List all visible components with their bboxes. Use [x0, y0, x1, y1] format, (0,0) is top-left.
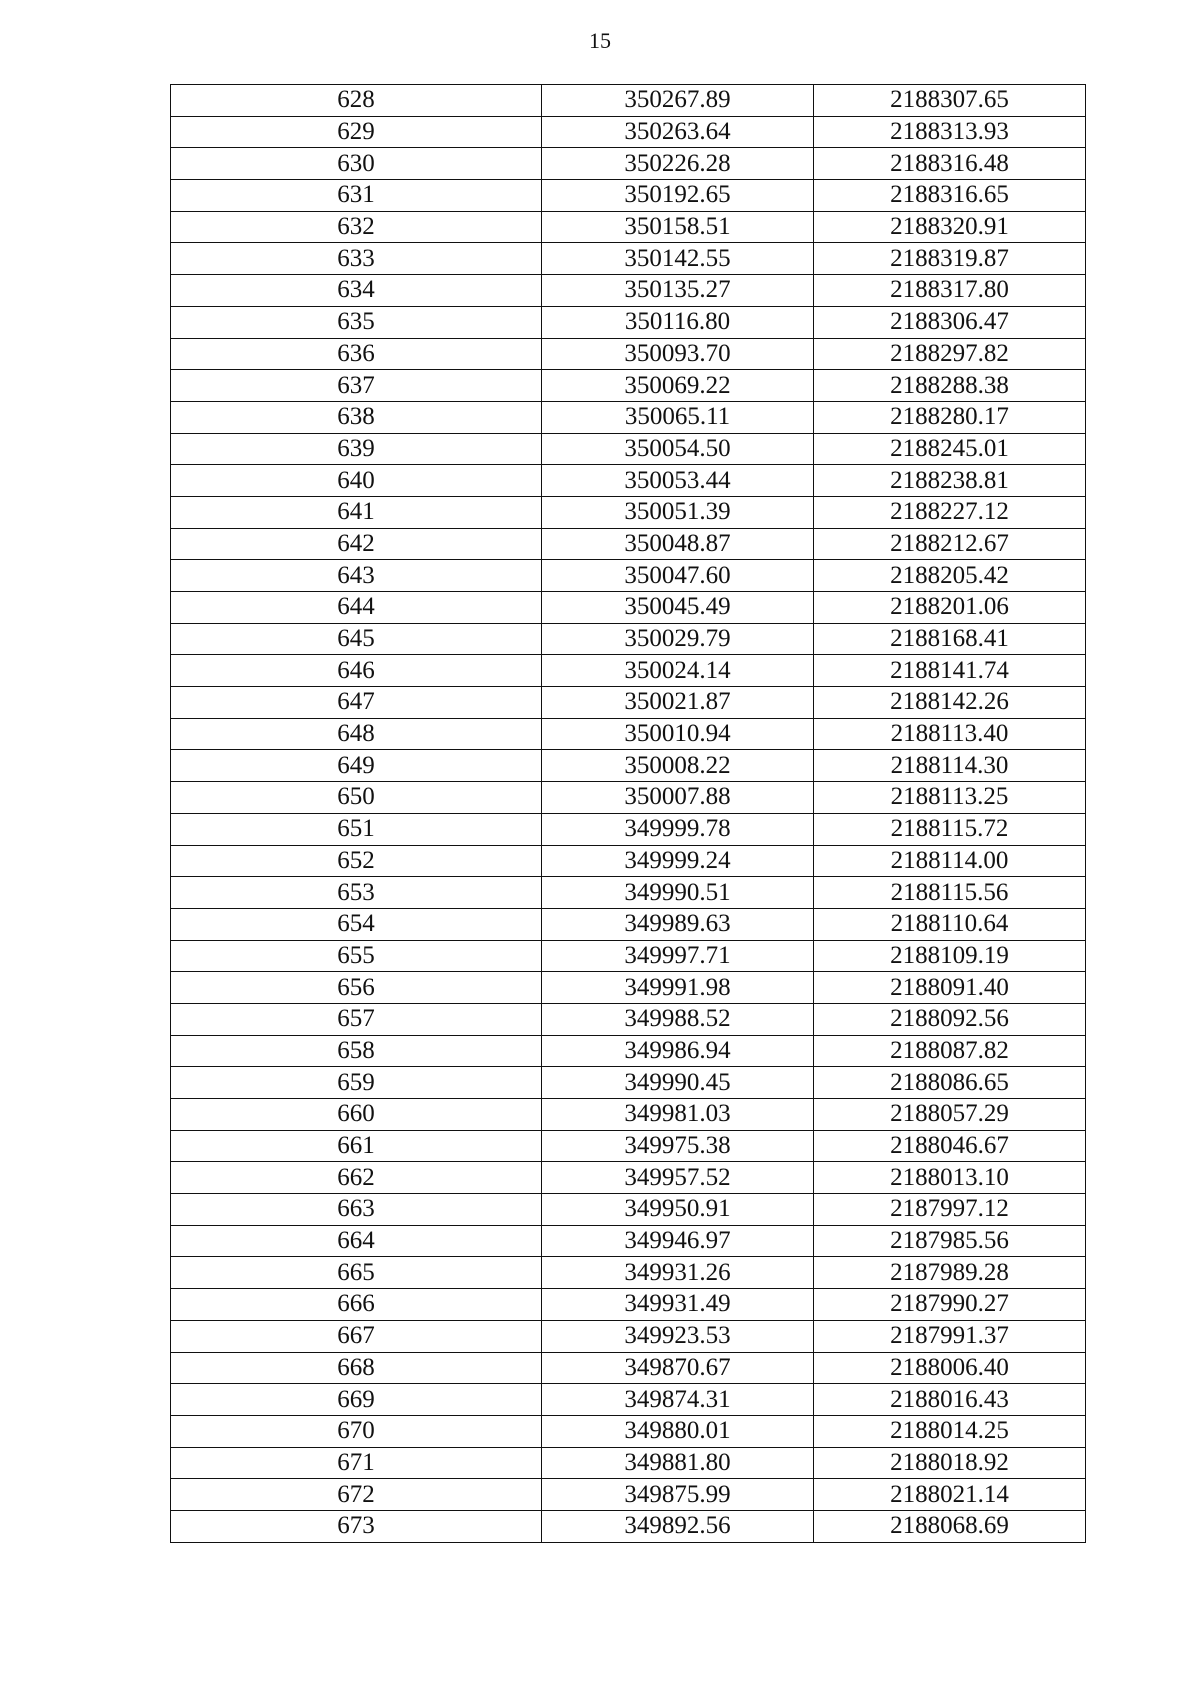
table-row	[171, 1352, 1086, 1384]
table-row	[171, 560, 1086, 592]
y-coordinate-cell: 2187985.56	[814, 1225, 1086, 1257]
x-coordinate-cell: 349975.38	[542, 1130, 814, 1162]
table-row	[171, 243, 1086, 275]
table-row	[171, 687, 1086, 719]
x-coordinate-cell: 349989.63	[542, 908, 814, 940]
x-coordinate-cell: 350048.87	[542, 528, 814, 560]
point-number-cell: 656	[171, 972, 542, 1004]
table-row	[171, 465, 1086, 497]
x-coordinate-cell: 350054.50	[542, 433, 814, 465]
table-row	[171, 655, 1086, 687]
y-coordinate-cell: 2188014.25	[814, 1415, 1086, 1447]
point-number-cell: 630	[171, 148, 542, 180]
y-coordinate-cell: 2188110.64	[814, 908, 1086, 940]
y-coordinate-cell: 2188018.92	[814, 1447, 1086, 1479]
table-row	[171, 1099, 1086, 1131]
y-coordinate-cell: 2188109.19	[814, 940, 1086, 972]
y-coordinate-cell: 2188307.65	[814, 85, 1086, 117]
y-coordinate-cell: 2188086.65	[814, 1067, 1086, 1099]
point-number-cell: 644	[171, 592, 542, 624]
point-number-cell: 664	[171, 1225, 542, 1257]
point-number-cell: 642	[171, 528, 542, 560]
point-number-cell: 660	[171, 1099, 542, 1131]
x-coordinate-cell: 349923.53	[542, 1320, 814, 1352]
x-coordinate-cell: 349931.49	[542, 1289, 814, 1321]
x-coordinate-cell: 350047.60	[542, 560, 814, 592]
point-number-cell: 631	[171, 180, 542, 212]
y-coordinate-cell: 2188316.48	[814, 148, 1086, 180]
y-coordinate-cell: 2188114.30	[814, 750, 1086, 782]
table-row	[171, 433, 1086, 465]
x-coordinate-cell: 350008.22	[542, 750, 814, 782]
table-row	[171, 1510, 1086, 1542]
y-coordinate-cell: 2188238.81	[814, 465, 1086, 497]
point-number-cell: 650	[171, 782, 542, 814]
x-coordinate-cell: 349990.51	[542, 877, 814, 909]
table-row	[171, 718, 1086, 750]
y-coordinate-cell: 2188297.82	[814, 338, 1086, 370]
y-coordinate-cell: 2187989.28	[814, 1257, 1086, 1289]
point-number-cell: 633	[171, 243, 542, 275]
table-row	[171, 1194, 1086, 1226]
y-coordinate-cell: 2188313.93	[814, 116, 1086, 148]
point-number-cell: 673	[171, 1510, 542, 1542]
point-number-cell: 645	[171, 623, 542, 655]
point-number-cell: 665	[171, 1257, 542, 1289]
x-coordinate-cell: 350142.55	[542, 243, 814, 275]
x-coordinate-cell: 349880.01	[542, 1415, 814, 1447]
x-coordinate-cell: 350226.28	[542, 148, 814, 180]
y-coordinate-cell: 2188141.74	[814, 655, 1086, 687]
y-coordinate-cell: 2188113.40	[814, 718, 1086, 750]
x-coordinate-cell: 349874.31	[542, 1384, 814, 1416]
point-number-cell: 638	[171, 401, 542, 433]
x-coordinate-cell: 349950.91	[542, 1194, 814, 1226]
page-number: 15	[589, 28, 611, 53]
y-coordinate-cell: 2188087.82	[814, 1035, 1086, 1067]
table-row	[171, 275, 1086, 307]
point-number-cell: 646	[171, 655, 542, 687]
point-number-cell: 651	[171, 813, 542, 845]
table-row	[171, 782, 1086, 814]
y-coordinate-cell: 2188245.01	[814, 433, 1086, 465]
y-coordinate-cell: 2188021.14	[814, 1479, 1086, 1511]
table-row	[171, 338, 1086, 370]
point-number-cell: 647	[171, 687, 542, 719]
point-number-cell: 634	[171, 275, 542, 307]
y-coordinate-cell: 2188046.67	[814, 1130, 1086, 1162]
table-row	[171, 845, 1086, 877]
x-coordinate-cell: 349999.24	[542, 845, 814, 877]
y-coordinate-cell: 2188280.17	[814, 401, 1086, 433]
point-number-cell: 672	[171, 1479, 542, 1511]
table-row	[171, 1225, 1086, 1257]
table-row	[171, 496, 1086, 528]
x-coordinate-cell: 350135.27	[542, 275, 814, 307]
point-number-cell: 628	[171, 85, 542, 117]
y-coordinate-cell: 2188212.67	[814, 528, 1086, 560]
table-row	[171, 750, 1086, 782]
table-row	[171, 813, 1086, 845]
table-row	[171, 116, 1086, 148]
table-row	[171, 623, 1086, 655]
table-row	[171, 940, 1086, 972]
table-row	[171, 148, 1086, 180]
y-coordinate-cell: 2188227.12	[814, 496, 1086, 528]
table-row	[171, 877, 1086, 909]
point-number-cell: 639	[171, 433, 542, 465]
y-coordinate-cell: 2188006.40	[814, 1352, 1086, 1384]
y-coordinate-cell: 2188142.26	[814, 687, 1086, 719]
y-coordinate-cell: 2188068.69	[814, 1510, 1086, 1542]
x-coordinate-cell: 350158.51	[542, 211, 814, 243]
point-number-cell: 635	[171, 306, 542, 338]
y-coordinate-cell: 2188288.38	[814, 370, 1086, 402]
table-row	[171, 1067, 1086, 1099]
x-coordinate-cell: 349870.67	[542, 1352, 814, 1384]
y-coordinate-cell: 2188057.29	[814, 1099, 1086, 1131]
table-row	[171, 401, 1086, 433]
y-coordinate-cell: 2188114.00	[814, 845, 1086, 877]
coordinates-table	[170, 84, 1086, 1543]
point-number-cell: 667	[171, 1320, 542, 1352]
point-number-cell: 629	[171, 116, 542, 148]
x-coordinate-cell: 350267.89	[542, 85, 814, 117]
x-coordinate-cell: 350051.39	[542, 496, 814, 528]
y-coordinate-cell: 2188320.91	[814, 211, 1086, 243]
table-row	[171, 1035, 1086, 1067]
point-number-cell: 668	[171, 1352, 542, 1384]
table-row	[171, 211, 1086, 243]
y-coordinate-cell: 2188115.72	[814, 813, 1086, 845]
y-coordinate-cell: 2188319.87	[814, 243, 1086, 275]
x-coordinate-cell: 349931.26	[542, 1257, 814, 1289]
table-row	[171, 528, 1086, 560]
point-number-cell: 653	[171, 877, 542, 909]
point-number-cell: 671	[171, 1447, 542, 1479]
point-number-cell: 659	[171, 1067, 542, 1099]
x-coordinate-cell: 349946.97	[542, 1225, 814, 1257]
table-row	[171, 1289, 1086, 1321]
y-coordinate-cell: 2188113.25	[814, 782, 1086, 814]
y-coordinate-cell: 2188205.42	[814, 560, 1086, 592]
x-coordinate-cell: 349986.94	[542, 1035, 814, 1067]
x-coordinate-cell: 349988.52	[542, 1003, 814, 1035]
point-number-cell: 661	[171, 1130, 542, 1162]
coordinates-table-body	[171, 85, 1086, 1543]
point-number-cell: 632	[171, 211, 542, 243]
y-coordinate-cell: 2188092.56	[814, 1003, 1086, 1035]
x-coordinate-cell: 350116.80	[542, 306, 814, 338]
point-number-cell: 670	[171, 1415, 542, 1447]
y-coordinate-cell: 2188316.65	[814, 180, 1086, 212]
x-coordinate-cell: 349957.52	[542, 1162, 814, 1194]
table-row	[171, 306, 1086, 338]
x-coordinate-cell: 350024.14	[542, 655, 814, 687]
y-coordinate-cell: 2187990.27	[814, 1289, 1086, 1321]
point-number-cell: 640	[171, 465, 542, 497]
y-coordinate-cell: 2188201.06	[814, 592, 1086, 624]
y-coordinate-cell: 2188317.80	[814, 275, 1086, 307]
x-coordinate-cell: 349981.03	[542, 1099, 814, 1131]
point-number-cell: 637	[171, 370, 542, 402]
x-coordinate-cell: 349881.80	[542, 1447, 814, 1479]
point-number-cell: 654	[171, 908, 542, 940]
table-row	[171, 1479, 1086, 1511]
table-row	[171, 1447, 1086, 1479]
x-coordinate-cell: 350029.79	[542, 623, 814, 655]
point-number-cell: 636	[171, 338, 542, 370]
point-number-cell: 658	[171, 1035, 542, 1067]
y-coordinate-cell: 2188013.10	[814, 1162, 1086, 1194]
table-row	[171, 1384, 1086, 1416]
point-number-cell: 669	[171, 1384, 542, 1416]
y-coordinate-cell: 2187991.37	[814, 1320, 1086, 1352]
x-coordinate-cell: 349990.45	[542, 1067, 814, 1099]
table-row	[171, 592, 1086, 624]
y-coordinate-cell: 2188016.43	[814, 1384, 1086, 1416]
table-row	[171, 1415, 1086, 1447]
table-row	[171, 972, 1086, 1004]
x-coordinate-cell: 350093.70	[542, 338, 814, 370]
table-row	[171, 1162, 1086, 1194]
x-coordinate-cell: 350007.88	[542, 782, 814, 814]
x-coordinate-cell: 349875.99	[542, 1479, 814, 1511]
table-row	[171, 908, 1086, 940]
point-number-cell: 666	[171, 1289, 542, 1321]
table-row	[171, 1320, 1086, 1352]
point-number-cell: 657	[171, 1003, 542, 1035]
x-coordinate-cell: 350021.87	[542, 687, 814, 719]
point-number-cell: 655	[171, 940, 542, 972]
table-row	[171, 180, 1086, 212]
x-coordinate-cell: 349991.98	[542, 972, 814, 1004]
x-coordinate-cell: 349997.71	[542, 940, 814, 972]
point-number-cell: 643	[171, 560, 542, 592]
x-coordinate-cell: 350065.11	[542, 401, 814, 433]
point-number-cell: 662	[171, 1162, 542, 1194]
y-coordinate-cell: 2188115.56	[814, 877, 1086, 909]
table-row	[171, 85, 1086, 117]
x-coordinate-cell: 349999.78	[542, 813, 814, 845]
x-coordinate-cell: 350045.49	[542, 592, 814, 624]
point-number-cell: 649	[171, 750, 542, 782]
table-row	[171, 1257, 1086, 1289]
y-coordinate-cell: 2188168.41	[814, 623, 1086, 655]
x-coordinate-cell: 350053.44	[542, 465, 814, 497]
point-number-cell: 641	[171, 496, 542, 528]
table-row	[171, 1003, 1086, 1035]
x-coordinate-cell: 349892.56	[542, 1510, 814, 1542]
y-coordinate-cell: 2188091.40	[814, 972, 1086, 1004]
point-number-cell: 648	[171, 718, 542, 750]
y-coordinate-cell: 2187997.12	[814, 1194, 1086, 1226]
x-coordinate-cell: 350263.64	[542, 116, 814, 148]
x-coordinate-cell: 350069.22	[542, 370, 814, 402]
table-row	[171, 370, 1086, 402]
x-coordinate-cell: 350010.94	[542, 718, 814, 750]
point-number-cell: 652	[171, 845, 542, 877]
table-row	[171, 1130, 1086, 1162]
y-coordinate-cell: 2188306.47	[814, 306, 1086, 338]
x-coordinate-cell: 350192.65	[542, 180, 814, 212]
point-number-cell: 663	[171, 1194, 542, 1226]
